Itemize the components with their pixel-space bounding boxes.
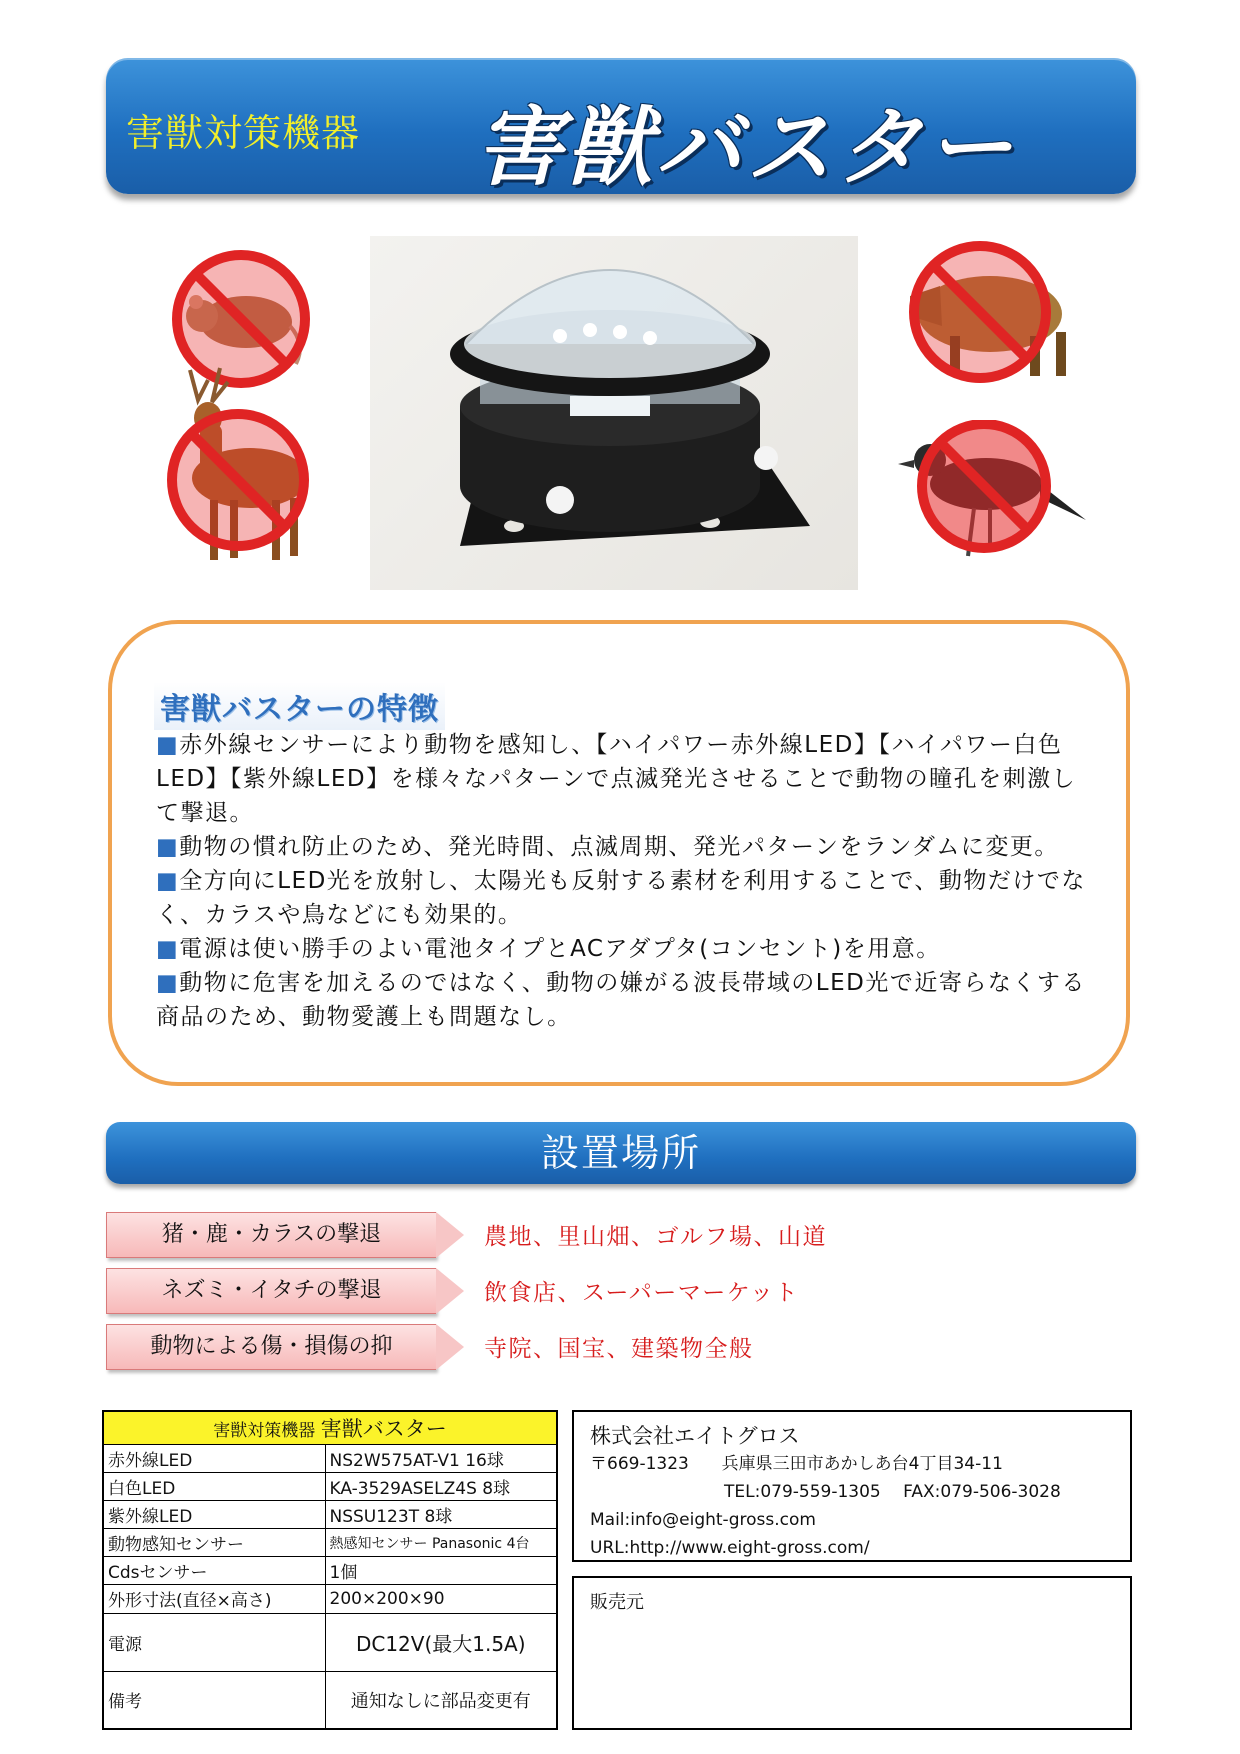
installation-row xyxy=(106,1212,1106,1258)
header-banner xyxy=(106,58,1136,198)
spec-label: 備考 xyxy=(103,1671,325,1729)
company-name: 株式会社エイトグロス xyxy=(590,1424,800,1448)
spec-label: 赤外線LED xyxy=(103,1445,325,1473)
spec-header-row xyxy=(103,1411,557,1445)
company-mail[interactable]: Mail:info@eight-gross.com xyxy=(590,1510,816,1530)
spec-table xyxy=(102,1410,558,1730)
spec-label: 電源 xyxy=(103,1613,325,1671)
spec-row xyxy=(103,1501,557,1529)
installation-target: 動物による傷・損傷の抑 xyxy=(106,1324,436,1370)
installation-row xyxy=(106,1268,1106,1314)
seller-label: 販売元 xyxy=(590,1592,644,1613)
installation-places: 飲食店、スーパーマーケット xyxy=(484,1280,800,1306)
header-subtitle: 害獣対策機器 xyxy=(126,111,361,155)
spec-header xyxy=(103,1411,557,1445)
spec-header-small: 害獣対策機器 xyxy=(213,1421,316,1442)
company-address: 兵庫県三田市あかしあ台4丁目34-11 xyxy=(721,1454,1003,1474)
company-info-box xyxy=(572,1410,1132,1562)
spec-value: KA-3529ASELZ4S 8球 xyxy=(325,1473,557,1501)
feature-item: ■動物の慣れ防止のため、発光時間、点滅周期、発光パターンをランダムに変更。 xyxy=(156,834,1059,860)
bullet-square-icon: ■ xyxy=(156,936,180,962)
product-photo xyxy=(370,236,858,590)
crow-prohibited-icon xyxy=(890,420,1090,570)
spec-value: 通知なしに部品変更有 xyxy=(325,1671,557,1729)
company-tel-fax: TEL:079-559-1305 FAX:079-506-3028 xyxy=(724,1482,1061,1502)
features-box xyxy=(108,620,1130,1086)
arrow-tip-icon xyxy=(436,1324,464,1370)
features-list xyxy=(156,728,1096,1034)
installation-row xyxy=(106,1324,1106,1370)
spec-label: 紫外線LED xyxy=(103,1501,325,1529)
bullet-square-icon: ■ xyxy=(156,834,180,860)
feature-item: ■動物に危害を加えるのではなく、動物の嫌がる波長帯域のLED光で近寄らなくする商品のため、動物愛護上も問題なし。 xyxy=(156,970,1086,1030)
deer-prohibited-icon xyxy=(150,360,320,570)
feature-item: ■全方向にLED光を放射し、太陽光も反射する素材を利用することで、動物だけでなく、カラスや鳥などにも効果的。 xyxy=(156,868,1086,928)
spec-label: Cdsセンサー xyxy=(103,1557,325,1585)
installation-target: 猪・鹿・カラスの撃退 xyxy=(106,1212,436,1258)
spec-label: 動物感知センサー xyxy=(103,1529,325,1557)
spec-label: 白色LED xyxy=(103,1473,325,1501)
spec-value: DC12V(最大1.5A) xyxy=(325,1613,557,1671)
spec-row xyxy=(103,1473,557,1501)
boar-prohibited-icon xyxy=(880,236,1090,396)
installation-banner: 設置場所 xyxy=(106,1122,1136,1184)
feature-item: ■赤外線センサーにより動物を感知し、【ハイパワー赤外線LED】【ハイパワー白色LED】【紫外線LED】を様々なパターンで点滅発光させることで動物の瞳孔を刺激して撃退。 xyxy=(156,732,1077,826)
spec-row xyxy=(103,1585,557,1613)
bullet-square-icon: ■ xyxy=(156,732,180,758)
header-title: 害獣バスター xyxy=(476,98,1016,198)
spec-row xyxy=(103,1557,557,1585)
spec-row xyxy=(103,1613,557,1671)
spec-value: NSSU123T 8球 xyxy=(325,1501,557,1529)
spec-row xyxy=(103,1671,557,1729)
bullet-square-icon: ■ xyxy=(156,970,180,996)
company-url[interactable]: URL:http://www.eight-gross.com/ xyxy=(590,1538,870,1558)
feature-item: ■電源は使い勝手のよい電池タイプとACアダプタ(コンセント)を用意。 xyxy=(156,936,941,962)
arrow-tip-icon xyxy=(436,1212,464,1258)
spec-row xyxy=(103,1529,557,1557)
bullet-square-icon: ■ xyxy=(156,868,180,894)
company-address-line xyxy=(590,1450,1114,1478)
features-title: 害獣バスターの特徴 xyxy=(154,682,445,730)
installation-places: 寺院、国宝、建築物全般 xyxy=(484,1336,754,1362)
arrow-tip-icon xyxy=(436,1268,464,1314)
spec-label: 外形寸法(直径×高さ) xyxy=(103,1585,325,1613)
seller-box xyxy=(572,1576,1132,1730)
company-postal: 〒669-1323 xyxy=(590,1454,689,1474)
installation-target: ネズミ・イタチの撃退 xyxy=(106,1268,436,1314)
spec-row xyxy=(103,1445,557,1473)
installation-places: 農地、里山畑、ゴルフ場、山道 xyxy=(484,1224,827,1250)
spec-header-big: 害獣バスター xyxy=(320,1417,447,1442)
spec-value: 200×200×90 xyxy=(325,1585,557,1613)
spec-value: NS2W575AT-V1 16球 xyxy=(325,1445,557,1473)
spec-value: 熱感知センサー Panasonic 4台 xyxy=(325,1529,557,1557)
spec-value: 1個 xyxy=(325,1557,557,1585)
